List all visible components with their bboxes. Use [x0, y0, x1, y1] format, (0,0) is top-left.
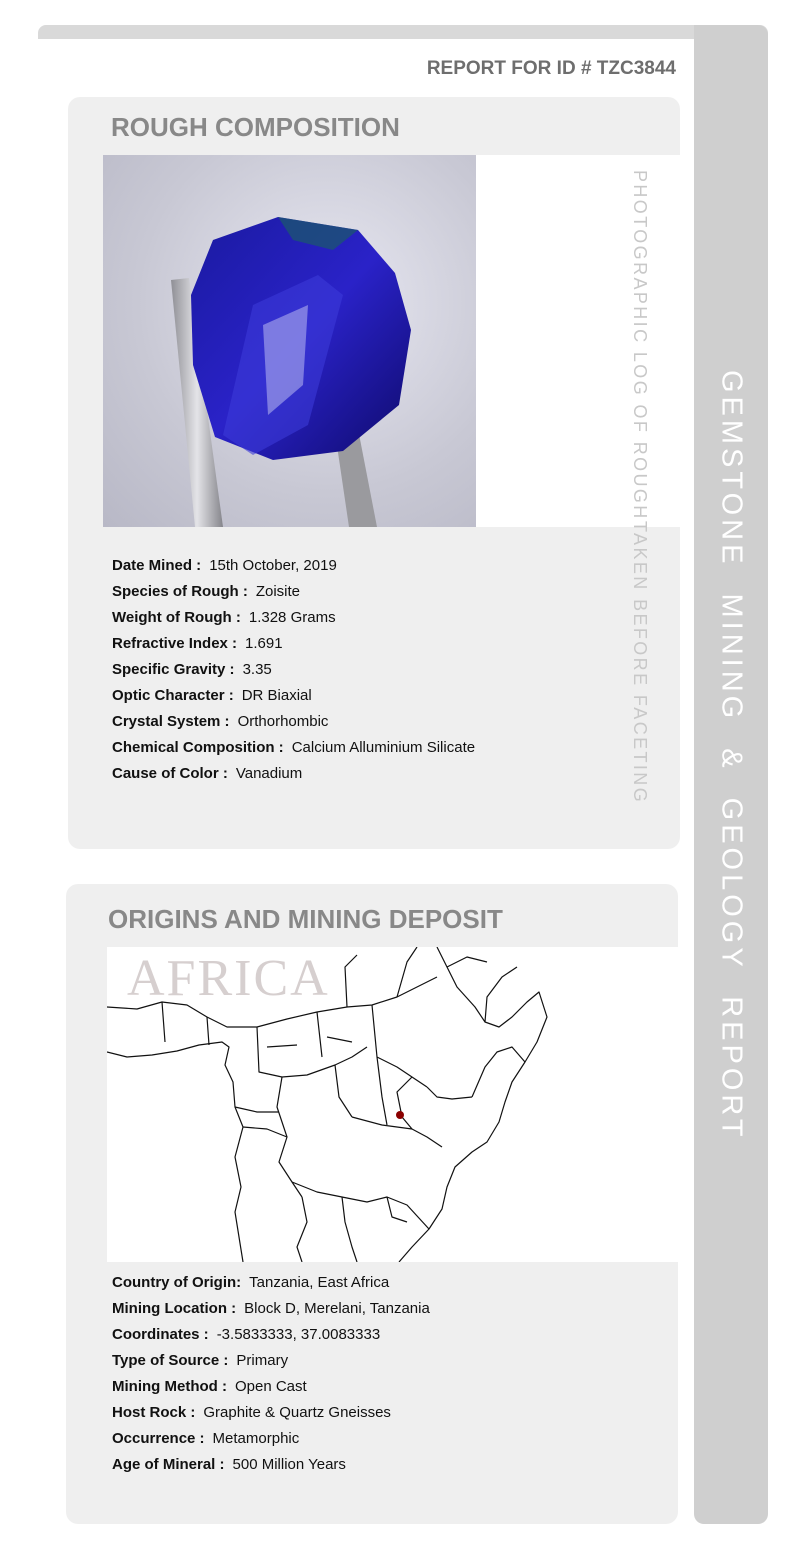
fact-country-of-origin: [112, 1274, 430, 1300]
fact-label: Coordinates :: [112, 1326, 209, 1343]
fact-coordinates: [112, 1326, 430, 1352]
rough-photo-area: [103, 155, 680, 527]
fact-chemical-composition: [112, 739, 475, 765]
photo-caption-line2: TAKEN BEFORE FACETING: [630, 520, 650, 804]
mining-location-marker: [396, 1111, 404, 1119]
fact-label: Cause of Color :: [112, 765, 228, 782]
fact-value: Vanadium: [235, 765, 303, 782]
side-title: [694, 369, 768, 1141]
fact-label: Weight of Rough :: [112, 609, 241, 626]
fact-mining-location: [112, 1300, 430, 1326]
rough-composition-title: ROUGH COMPOSITION: [111, 112, 400, 142]
fact-optic-character: [112, 687, 475, 713]
fact-value: 1.691: [245, 635, 283, 652]
fact-mining-method: [112, 1378, 430, 1404]
fact-label: Crystal System :: [112, 713, 230, 730]
africa-map: [107, 947, 678, 1262]
fact-value: DR Biaxial: [241, 687, 312, 704]
fact-value: Calcium Alluminium Silicate: [291, 739, 476, 756]
fact-label: Type of Source :: [112, 1352, 229, 1369]
fact-value: 500 Million Years: [232, 1456, 346, 1473]
fact-date-mined: [112, 557, 475, 583]
fact-species: [112, 583, 475, 609]
fact-value: Primary: [236, 1352, 289, 1369]
fact-label: Occurrence :: [112, 1430, 205, 1447]
fact-label: Host Rock :: [112, 1404, 196, 1421]
fact-label: Mining Method :: [112, 1378, 227, 1395]
fact-type-of-source: [112, 1352, 430, 1378]
fact-refractive-index: [112, 635, 475, 661]
rough-facts-list: [112, 557, 475, 791]
fact-value: -3.5833333, 37.0083333: [216, 1326, 381, 1343]
fact-value: Tanzania, East Africa: [249, 1274, 390, 1291]
origins-facts-list: [112, 1274, 430, 1482]
rough-gemstone-photo: [103, 155, 476, 527]
fact-label: Date Mined :: [112, 557, 202, 574]
fact-specific-gravity: [112, 661, 475, 687]
fact-value: 15th October, 2019: [209, 557, 337, 574]
fact-occurrence: [112, 1430, 430, 1456]
fact-value: Graphite & Quartz Gneisses: [203, 1404, 391, 1421]
fact-value: Zoisite: [255, 583, 301, 600]
fact-label: Specific Gravity :: [112, 661, 235, 678]
side-title-text: GEMSTONE MINING & GEOLOGY REPORT: [715, 369, 748, 1141]
photo-caption-line1: PHOTOGRAPHIC LOG OF ROUGH: [630, 170, 650, 521]
photo-caption: [628, 170, 680, 804]
fact-cause-of-color: [112, 765, 475, 791]
fact-label: Optic Character :: [112, 687, 234, 704]
fact-label: Refractive Index :: [112, 635, 238, 652]
fact-label: Country of Origin:: [112, 1274, 242, 1291]
fact-value: Orthorhombic: [237, 713, 329, 730]
fact-crystal-system: [112, 713, 475, 739]
fact-label: Age of Mineral :: [112, 1456, 225, 1473]
fact-weight: [112, 609, 475, 635]
fact-value: 3.35: [242, 661, 272, 678]
fact-label: Chemical Composition :: [112, 739, 284, 756]
top-band: [38, 25, 768, 39]
fact-label: Species of Rough :: [112, 583, 248, 600]
fact-label: Mining Location :: [112, 1300, 237, 1317]
fact-value: Block D, Merelani, Tanzania: [244, 1300, 430, 1317]
fact-value: Metamorphic: [212, 1430, 300, 1447]
fact-value: 1.328 Grams: [248, 609, 336, 626]
fact-host-rock: [112, 1404, 430, 1430]
fact-value: Open Cast: [234, 1378, 307, 1395]
map-label: AFRICA: [127, 950, 330, 1007]
origins-title: ORIGINS AND MINING DEPOSIT: [108, 904, 503, 934]
report-id: REPORT FOR ID # TZC3844: [426, 58, 676, 79]
fact-age-of-mineral: [112, 1456, 430, 1482]
